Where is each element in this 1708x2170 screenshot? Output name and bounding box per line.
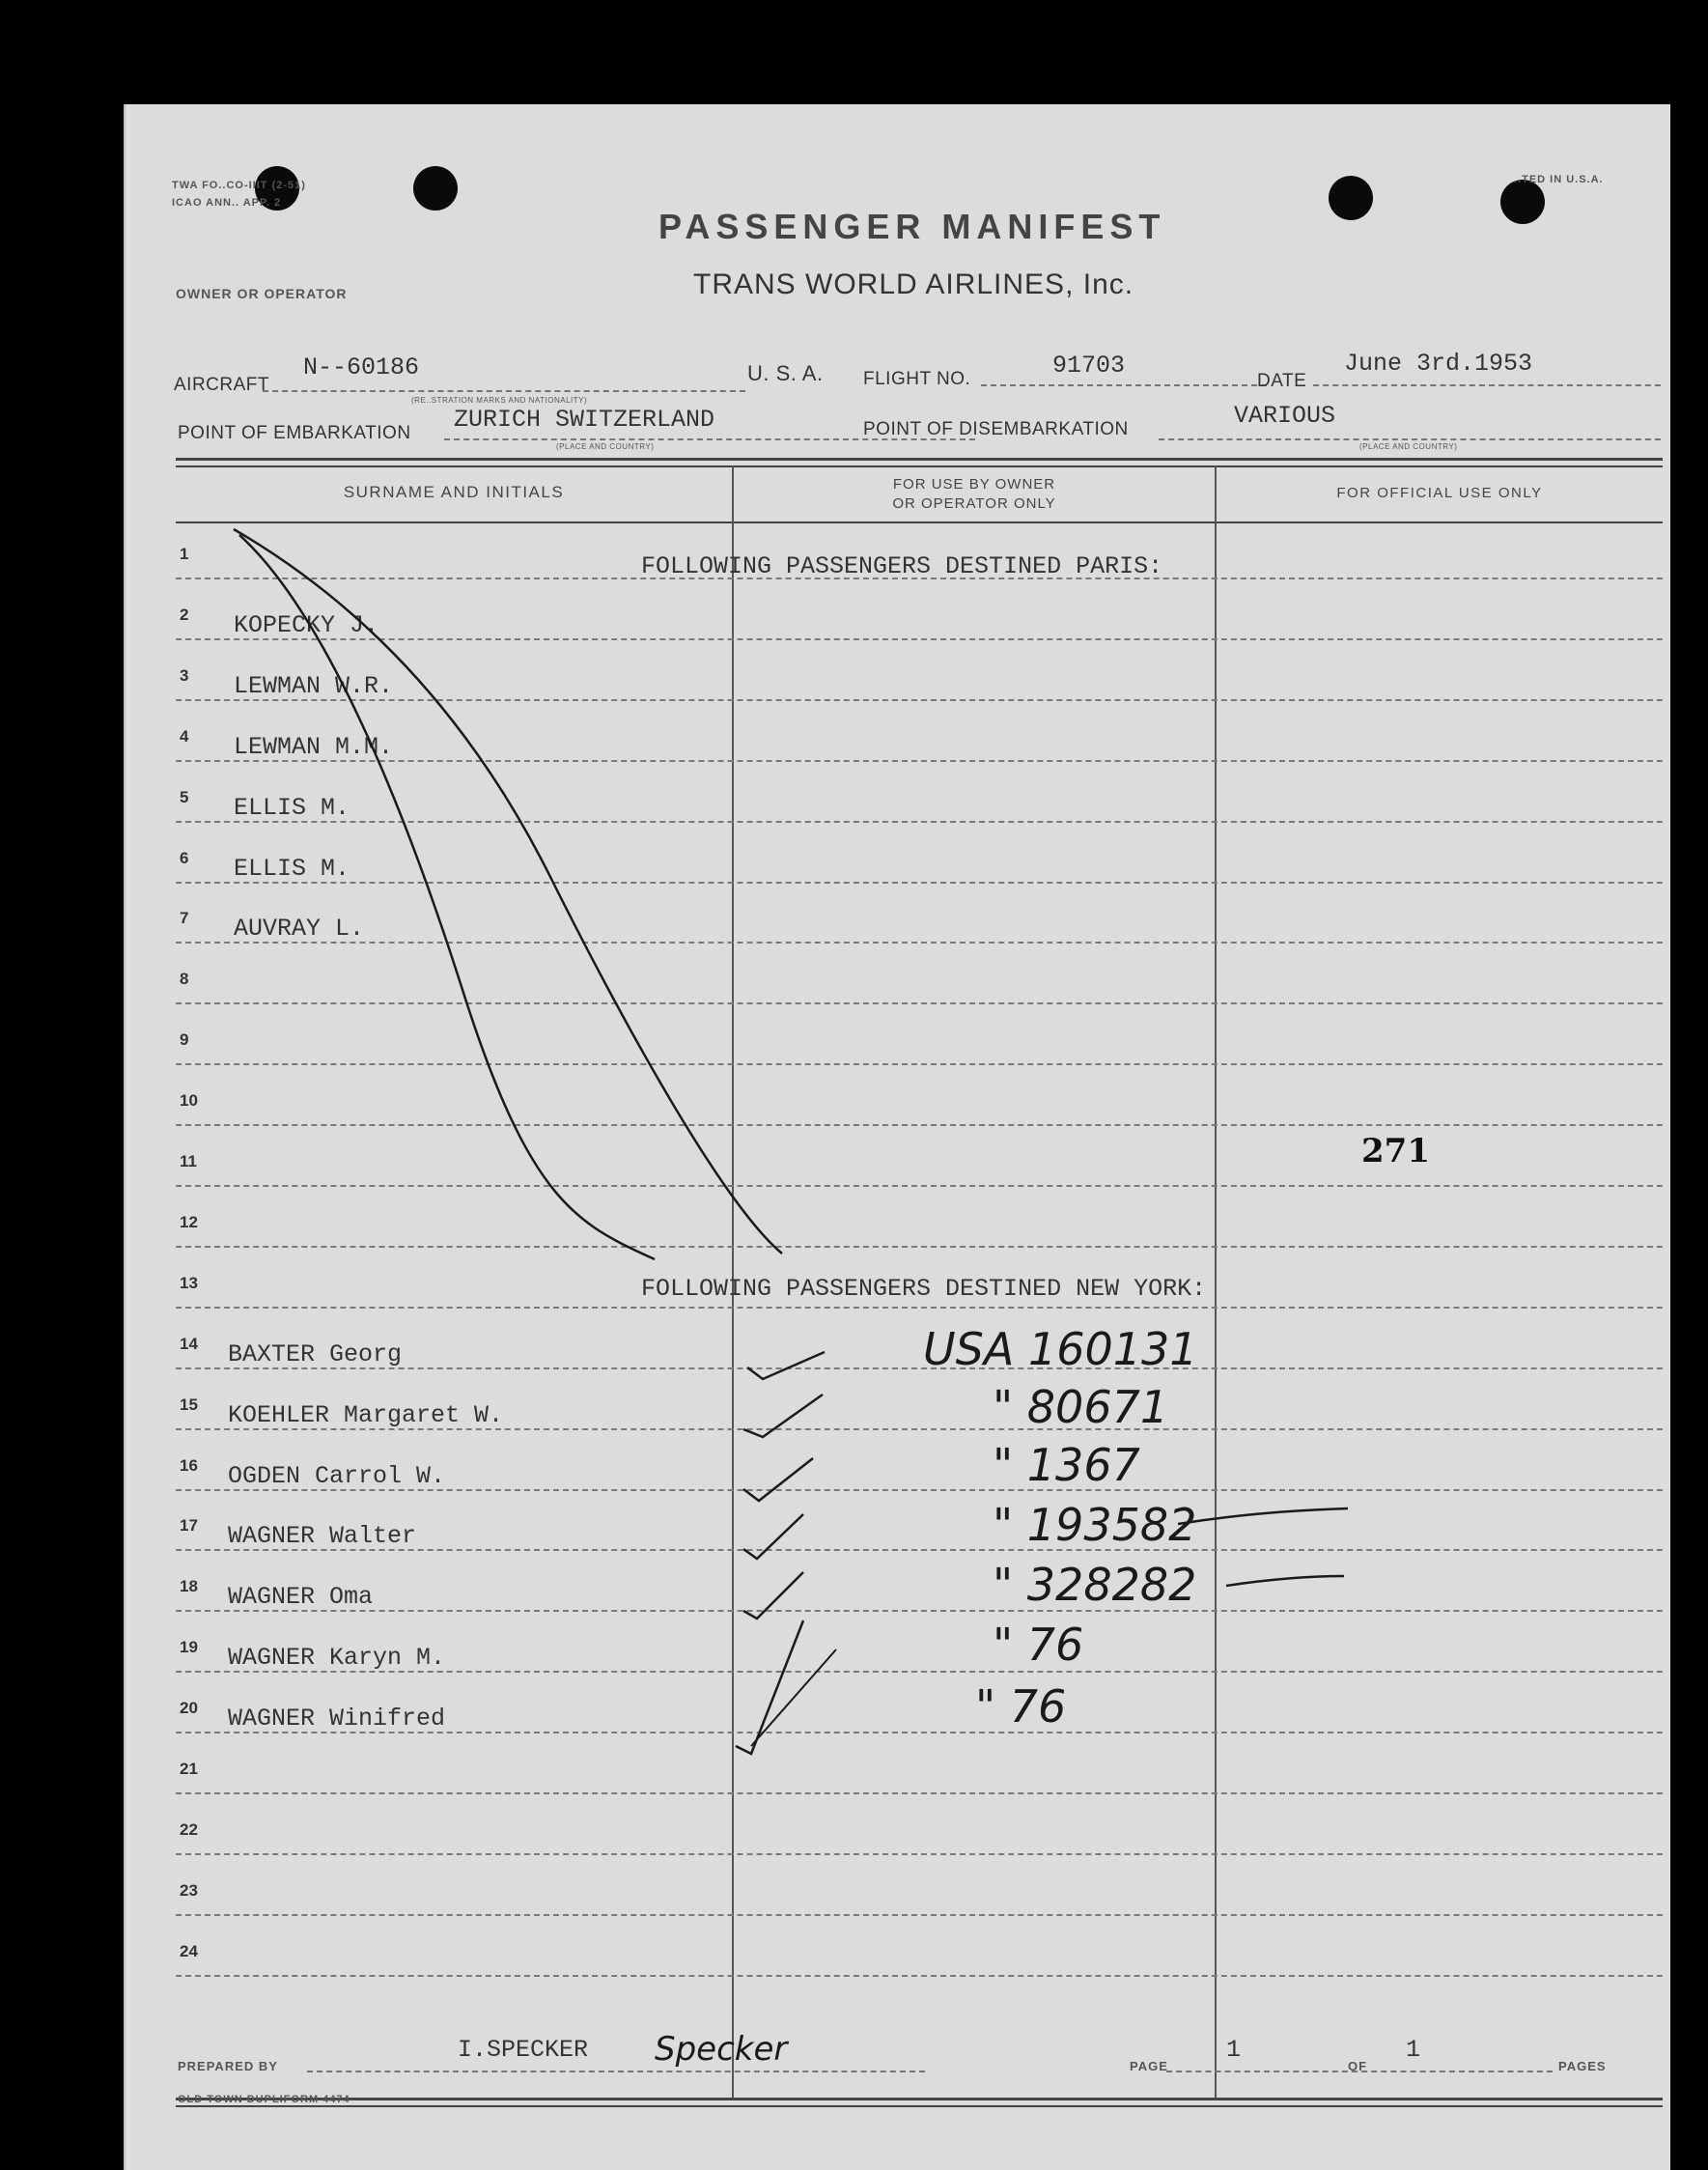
owner-use-line-2: OR OPERATOR ONLY [892,495,1056,512]
date-label: DATE [1257,371,1307,391]
pen-marks [126,104,1670,2170]
prepared-by-value: I.SPECKER [458,2036,589,2064]
flight-value: 91703 [1052,352,1126,380]
passenger-name: ELLIS M. [234,793,350,822]
row-number: 2 [180,605,189,624]
row-number: 24 [180,1941,198,1960]
row-number: 6 [180,848,189,867]
handwritten-entry-18: " 328282 [993,1559,1197,1611]
page-label: PAGE [1130,2059,1168,2073]
check-mark-17 [743,1514,803,1559]
section-paris: FOLLOWING PASSENGERS DESTINED PARIS: [641,552,1163,580]
embarkation-label: POINT OF EMBARKATION [178,423,411,443]
prepared-by-label: PREPARED BY [178,2059,278,2073]
row-number: 20 [180,1699,198,1718]
row-number: 9 [180,1030,189,1050]
check-mark-18 [743,1572,803,1619]
passenger-name: WAGNER Walter [228,1522,417,1551]
handwritten-entry-17: " 193582 [993,1499,1197,1551]
passenger-name: BAXTER Georg [228,1339,403,1368]
underline-stroke-18 [1226,1576,1344,1586]
place-note-2: (PLACE AND COUNTRY) [1359,442,1458,451]
row-number: 22 [180,1819,198,1839]
registration-note: (RE..STRATION MARKS AND NATIONALITY) [411,396,588,405]
nationality: U. S. A. [747,361,824,385]
row-number: 23 [180,1880,198,1900]
date-value: June 3rd.1953 [1344,350,1533,378]
handwritten-entry-20: " 76 [975,1680,1067,1733]
passenger-name: WAGNER Karyn M. [228,1644,446,1673]
check-mark-14 [747,1352,825,1379]
passenger-name: OGDEN Carrol W. [228,1461,446,1490]
printed-in-note: ..TED IN U.S.A. [1514,174,1604,185]
check-mark-15 [743,1395,823,1437]
owner-use-line-1: FOR USE BY OWNER [892,476,1056,493]
place-note-1: (PLACE AND COUNTRY) [556,442,655,451]
prepared-underline [307,2071,925,2072]
row-number: 13 [180,1273,198,1292]
passenger-name: WAGNER Winifred [228,1705,446,1733]
row-number: 7 [180,909,189,928]
row-number: 8 [180,970,189,989]
check-mark-20b [751,1649,836,1746]
row-number: 17 [180,1516,198,1536]
row-number: 3 [180,665,189,685]
airline-name: TRANS WORLD AIRLINES, Inc. [693,268,1134,300]
row-number: 12 [180,1212,198,1231]
pages-label: PAGES [1558,2059,1607,2073]
row-number: 15 [180,1395,198,1414]
row-number: 4 [180,726,189,746]
handwritten-entry-16: " 1367 [993,1439,1140,1491]
handwritten-entry-14: USA 160131 [923,1323,1198,1375]
page-value: 1 [1226,2036,1242,2064]
aircraft-label: AIRCRAFT [174,375,269,395]
signature: Specker [655,2030,788,2069]
row-number: 1 [180,545,189,563]
form-code-1: TWA FO..CO-IIIT (2-51) [172,180,306,191]
passenger-name: ELLIS M. [234,854,350,883]
embarkation-value: ZURICH SWITZERLAND [454,406,715,434]
passenger-name: AUVRAY L. [234,915,365,944]
section-newyork: FOLLOWING PASSENGERS DESTINED NEW YORK: [641,1275,1207,1303]
cross-out-stroke-2 [239,535,655,1259]
passenger-name: KOEHLER Margaret W. [228,1400,504,1429]
row-number: 10 [180,1091,198,1111]
passenger-name: KOPECKY J. [234,610,379,639]
handwritten-entry-15: " 80671 [993,1381,1169,1433]
stamped-number: 271 [1361,1132,1430,1170]
printer-imprint: OLD TOWN DUPLIFORM 4474 [178,2094,350,2105]
disembarkation-value: VARIOUS [1234,402,1336,430]
check-mark-19-20 [736,1620,803,1754]
row-number: 18 [180,1577,198,1596]
cross-out-stroke-1 [234,529,782,1254]
row-number: 19 [180,1638,198,1657]
row-number: 11 [180,1152,197,1170]
aircraft-value: N--60186 [303,353,420,381]
passenger-name: WAGNER Oma [228,1583,374,1612]
passenger-name: LEWMAN W.R. [234,671,394,700]
flight-label: FLIGHT NO. [863,369,971,389]
of-label: OF [1348,2059,1368,2073]
check-mark-16 [743,1458,813,1501]
row-number: 5 [180,787,189,806]
form-code-2: ICAO ANN.. APP. 2 [172,197,282,209]
manifest-sheet [124,104,1670,2170]
handwritten-entry-19: " 76 [993,1619,1084,1671]
disembarkation-label: POINT OF DISEMBARKATION [863,419,1129,439]
column-header-official-use: FOR OFFICIAL USE ONLY [1336,485,1543,501]
column-header-surname: SURNAME AND INITIALS [343,483,565,501]
underline-stroke-17 [1178,1508,1348,1524]
owner-label: OWNER OR OPERATOR [176,286,348,301]
row-number: 14 [180,1334,198,1353]
passenger-name: LEWMAN M.M. [234,732,394,761]
of-value: 1 [1406,2036,1421,2064]
row-number: 21 [180,1760,198,1778]
page-underline [1166,2071,1553,2072]
manifest-title: PASSENGER MANIFEST [658,207,1166,246]
row-number: 16 [180,1455,198,1475]
